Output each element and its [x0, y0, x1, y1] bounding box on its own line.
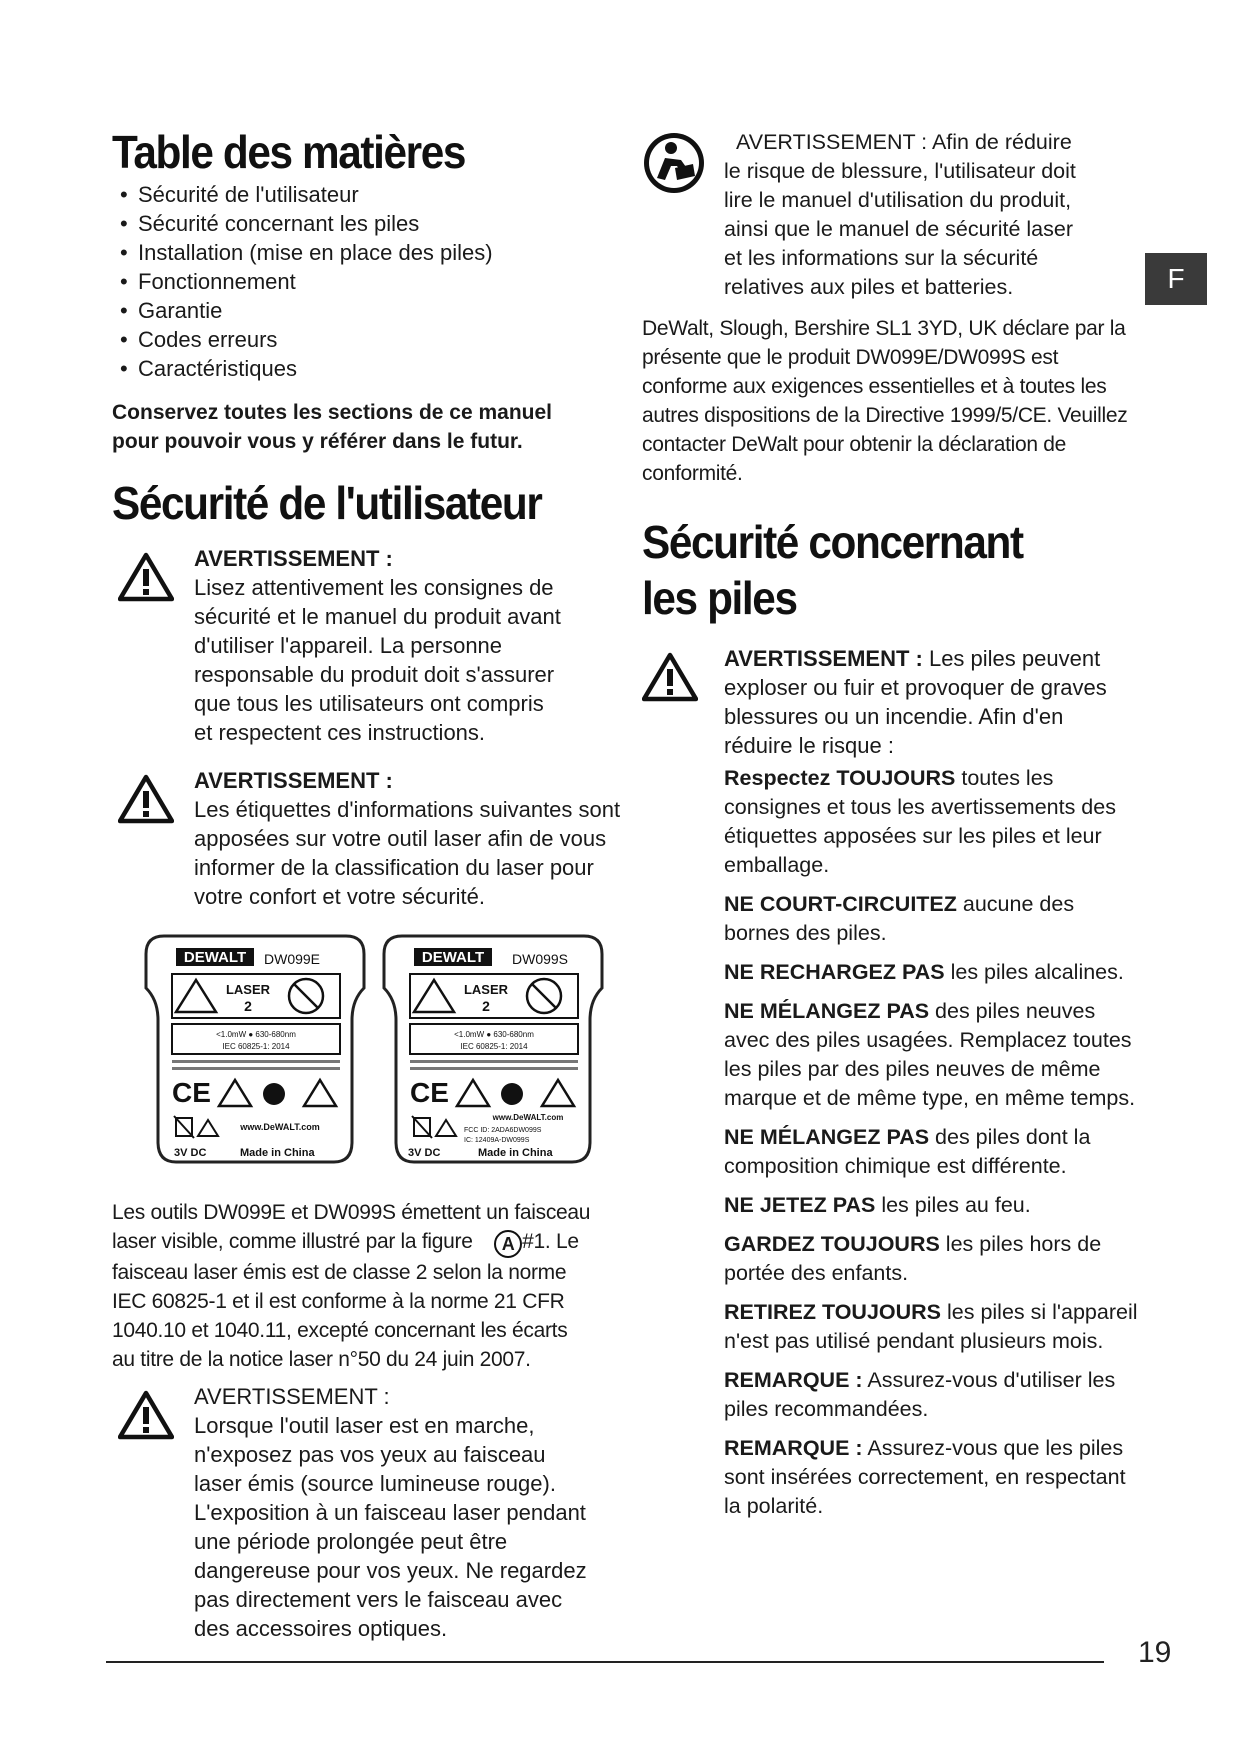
warning-block-2: [112, 766, 714, 911]
toc-item: • Codes erreurs: [138, 325, 658, 354]
battery-rule: [642, 1298, 1142, 1356]
laser-label-dw099s: [378, 930, 608, 1168]
toc-item: • Fonctionnement: [138, 267, 658, 296]
rule-text: les piles si l'appareil n'est pas utilisé pendant plusieurs mois.: [724, 1300, 1138, 1353]
battery-rule: [642, 1123, 1142, 1181]
label-made: Made in China: [240, 1147, 315, 1159]
warning-block-3: [112, 1382, 704, 1643]
warning-block-1: [112, 544, 662, 747]
toc-item: • Sécurité de l'utilisateur: [138, 180, 658, 209]
rule-keyword: NE RECHARGEZ PAS: [724, 960, 945, 984]
rule-keyword: RETIREZ TOUJOURS: [724, 1300, 942, 1324]
rule-keyword: NE JETEZ PAS: [724, 1193, 876, 1217]
rule-keyword: Respectez TOUJOURS: [724, 766, 956, 790]
label-model: DW099E: [264, 951, 321, 967]
label-url: www.DeWALT.com: [492, 1113, 564, 1122]
laser-label-dw099e: [140, 930, 370, 1168]
battery-rule: [642, 997, 1142, 1113]
footer-rule: [106, 1661, 1104, 1663]
warning-triangle-icon: [118, 774, 174, 824]
battery-rule: [642, 1191, 1142, 1220]
beam-paragraph: [112, 1198, 592, 1374]
warning-triangle-icon: [118, 552, 174, 602]
label-fcc: FCC ID: 2ADA6DW099S: [464, 1127, 542, 1134]
toc-item: • Sécurité concernant les piles: [138, 209, 658, 238]
read-manual-warning: AVERTISSEMENT : Afin de réduire le risque de blessure, l'utilisateur doit lire le manuel d'utilisation du produit, ainsi que le manuel de sécurité laser et les informations sur la sécurité relatives aux piles et batteries.: [724, 130, 1076, 299]
battery-rule: [642, 958, 1142, 987]
battery-warning-heading: AVERTISSEMENT :: [724, 646, 923, 671]
battery-rule: [642, 764, 1142, 880]
label-spec-power: <1.0mW ● 630-680nm: [454, 1030, 534, 1039]
rule-text: aucune des bornes des piles.: [724, 892, 1075, 945]
rule-text: Assurez-vous que les piles sont insérées correctement, en respectant la polarité.: [724, 1436, 1126, 1518]
svg-text:CE: CE: [410, 1077, 449, 1108]
svg-text:CE: CE: [172, 1077, 211, 1108]
label-spec-standard: IEC 60825-1: 2014: [222, 1042, 290, 1051]
label-brand: DEWALT: [421, 949, 485, 966]
section-tab: F: [1145, 253, 1207, 305]
warning-text: Lisez attentivement les consignes de sécurité et le manuel du produit avant d'utiliser l'appareil. La personne responsable du produit doit s'assurer que tous les utilisateurs ont compris et respectent ces instructions.: [194, 575, 561, 745]
label-spec-power: <1.0mW ● 630-680nm: [216, 1030, 296, 1039]
battery-rule: [642, 890, 1142, 948]
warning-heading: AVERTISSEMENT :: [194, 768, 393, 793]
label-class: 2: [482, 998, 490, 1014]
battery-rules: [642, 764, 1142, 1521]
label-laser: LASER: [463, 982, 509, 997]
page-number: 19: [1138, 1636, 1172, 1669]
label-brand: DEWALT: [183, 949, 247, 966]
rule-keyword: GARDEZ TOUJOURS: [724, 1232, 940, 1256]
label-made: Made in China: [478, 1147, 553, 1159]
warning-text: Les étiquettes d'informations suivantes sont apposées sur votre outil laser afin de vous informer de la classification du laser pour votre confort et votre sécurité.: [194, 797, 621, 909]
figure-ref-letter: A: [501, 1234, 515, 1254]
rule-keyword: NE MÉLANGEZ PAS: [724, 999, 930, 1023]
warning-heading: AVERTISSEMENT :: [194, 546, 393, 571]
toc-list: [112, 180, 658, 383]
beam-text-1: Les outils DW099E et DW099S émettent un faisceau laser visible, comme illustré par la figure: [112, 1201, 591, 1253]
figure-ref-icon: [494, 1230, 522, 1258]
battery-safety-title: Sécurité concernant les piles: [642, 516, 1023, 624]
label-ic: IC: 12409A-DW099S: [464, 1137, 530, 1144]
read-manual-icon: [641, 130, 707, 196]
rule-keyword: NE COURT-CIRCUITEZ: [724, 892, 957, 916]
rule-text: les piles alcalines.: [944, 960, 1124, 984]
rule-keyword: NE MÉLANGEZ PAS: [724, 1125, 930, 1149]
rule-keyword: REMARQUE :: [724, 1436, 863, 1460]
rule-text: les piles hors de portée des enfants.: [724, 1232, 1102, 1285]
battery-warning-block: [642, 644, 1204, 760]
user-safety-title: Sécurité de l'utilisateur: [112, 477, 542, 529]
label-power: 3V DC: [408, 1147, 441, 1159]
battery-rule: [642, 1366, 1142, 1424]
toc-title: Table des matières: [112, 126, 466, 178]
warning-triangle-icon: [118, 1390, 174, 1440]
battery-rule: [642, 1434, 1142, 1521]
label-spec-standard: IEC 60825-1: 2014: [460, 1042, 528, 1051]
battery-warning-text: Les piles peuvent exploser ou fuir et provoquer de graves blessures ou un incendie. Afin d'en réduire le risque :: [724, 646, 1107, 758]
toc-item: • Caractéristiques: [138, 354, 658, 383]
label-model: DW099S: [512, 951, 569, 967]
rule-text: des piles neuves avec des piles usagées. Remplacez toutes les piles par des piles neuves de même marque et de même type, en même temps.: [724, 999, 1136, 1110]
beam-text-2: #1. Le faisceau laser émis est de classe 2 selon la norme IEC 60825-1 et il est conforme à la norme 21 CFR 1040.10 et 1040.11, excepté concernant les écarts au titre de la notice laser n°50 du 24 juin 2007.: [112, 1230, 579, 1371]
rule-keyword: REMARQUE :: [724, 1368, 863, 1392]
battery-rule: [642, 1230, 1142, 1288]
toc-item: • Installation (mise en place des piles): [138, 238, 658, 267]
rule-text: des piles dont la composition chimique est différente.: [724, 1125, 1091, 1178]
label-url: www.DeWALT.com: [240, 1122, 320, 1132]
warning-heading: AVERTISSEMENT :: [194, 1384, 390, 1409]
label-class: 2: [244, 998, 252, 1014]
warning-triangle-icon: [642, 652, 698, 702]
rule-text: les piles au feu.: [875, 1193, 1031, 1217]
keep-manual-note: Conservez toutes les sections de ce manuel pour pouvoir vous y référer dans le futur.: [112, 401, 552, 453]
label-laser: LASER: [225, 982, 271, 997]
declaration-paragraph: DeWalt, Slough, Bershire SL1 3YD, UK déclare par la présente que le produit DW099E/DW099S est conforme aux exigences essentielles et à toutes les autres dispositions de la Directive 1999/5/CE. Veuillez contacter DeWalt pour obtenir la déclaration de conformité.: [642, 317, 1128, 485]
rule-text: Assurez-vous d'utiliser les piles recommandées.: [724, 1368, 1116, 1421]
toc-item: • Garantie: [138, 296, 658, 325]
rule-text: toutes les consignes et tous les avertissements des étiquettes apposées sur les piles et leur emballage.: [724, 766, 1116, 877]
label-power: 3V DC: [174, 1147, 207, 1159]
warning-text: Lorsque l'outil laser est en marche, n'exposez pas vos yeux au faisceau laser émis (source lumineuse rouge). L'exposition à un faisceau laser pendant une période prolongée peut être dangereuse pour vos yeux. Ne regardez pas directement vers le faisceau avec des accessoires optiques.: [194, 1413, 587, 1641]
